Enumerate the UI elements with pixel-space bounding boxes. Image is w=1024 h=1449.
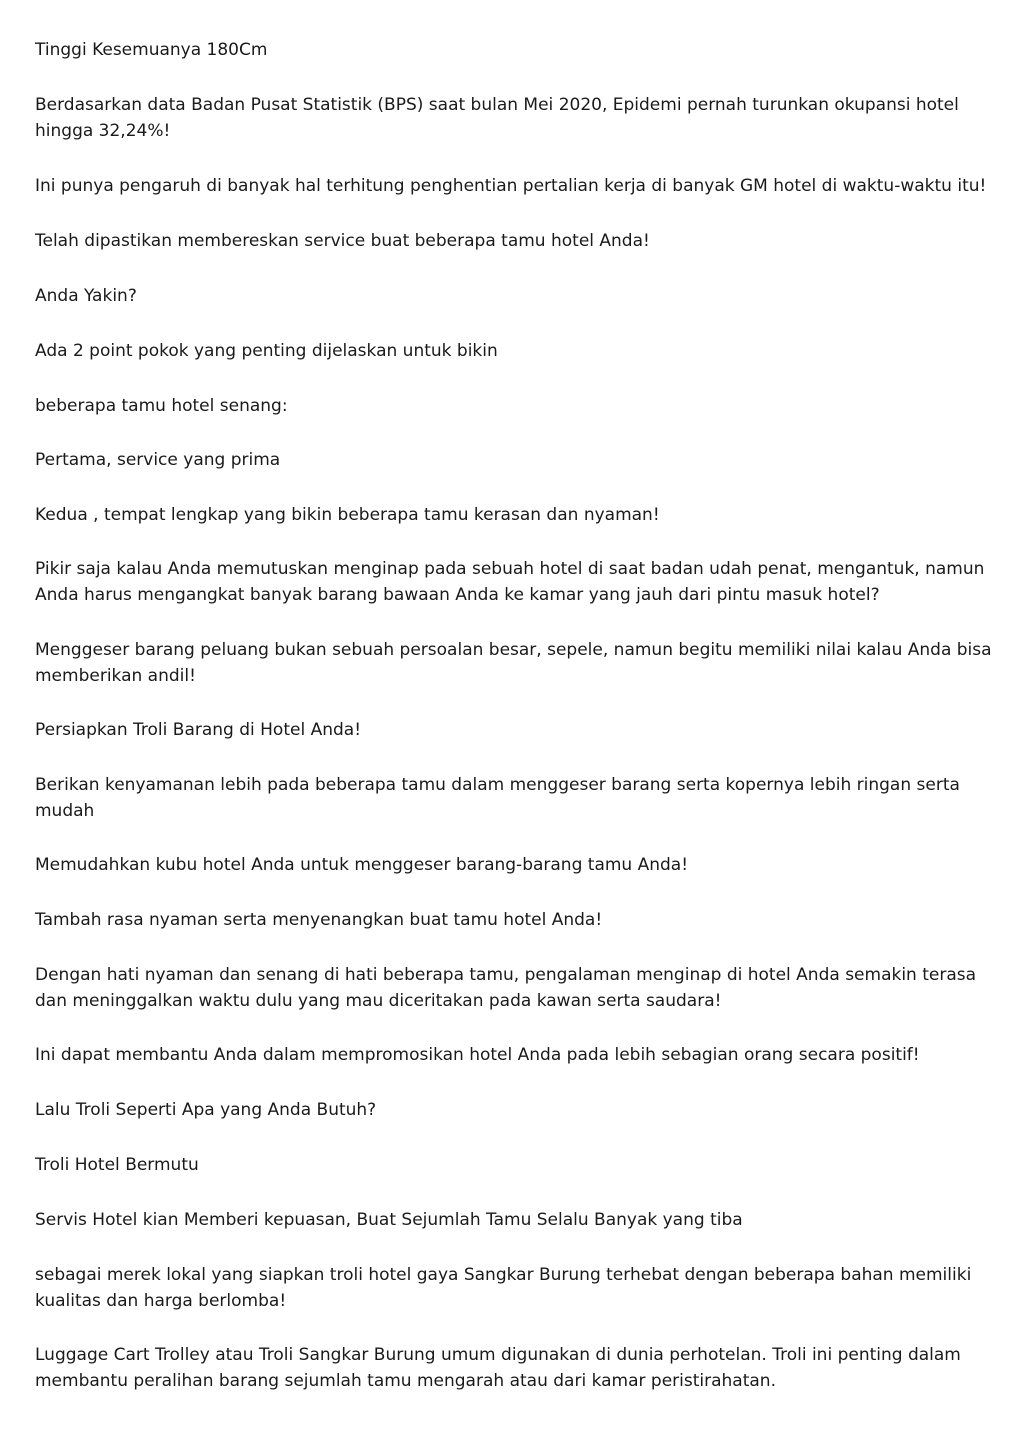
- paragraph-which-trolley: Lalu Troli Seperti Apa yang Anda Butuh?: [35, 1100, 377, 1120]
- paragraph-two-points: Ada 2 point pokok yang penting dijelaskan untuk bikin: [35, 341, 498, 361]
- paragraph-height-note: Tinggi Kesemuanya 180Cm: [35, 40, 268, 60]
- paragraph-question: Anda Yakin?: [35, 286, 137, 306]
- paragraph-guests-happy: beberapa tamu hotel senang:: [35, 396, 288, 416]
- paragraph-second-point: Kedua , tempat lengkap yang bikin beberapa tamu kerasan dan nyaman!: [35, 505, 660, 525]
- paragraph-add-comfort: Tambah rasa nyaman serta menyenangkan buat tamu hotel Anda!: [35, 910, 603, 930]
- paragraph-hotel-service: Servis Hotel kian Memberi kepuasan, Buat Sejumlah Tamu Selalu Banyak yang tiba: [35, 1210, 743, 1230]
- paragraph-ease-staff: Memudahkan kubu hotel Anda untuk menggeser barang-barang tamu Anda!: [35, 855, 689, 875]
- paragraph-local-brand: sebagai merek lokal yang siapkan troli hotel gaya Sangkar Burung terhebat dengan beberapa bahan memiliki kualitas dan harga berlomba!: [35, 1265, 972, 1311]
- paragraph-quality-trolley: Troli Hotel Bermutu: [35, 1155, 199, 1175]
- paragraph-moving-goods: Menggeser barang peluang bukan sebuah persoalan besar, sepele, namun begitu memiliki nilai kalau Anda bisa memberikan andil!: [35, 640, 992, 686]
- paragraph-service-claim: Telah dipastikan membereskan service buat beberapa tamu hotel Anda!: [35, 231, 650, 251]
- paragraph-promotion: Ini dapat membantu Anda dalam mempromosikan hotel Anda pada lebih sebagian orang secara positif!: [35, 1045, 920, 1065]
- paragraph-luggage-cart: Luggage Cart Trolley atau Troli Sangkar Burung umum digunakan di dunia perhotelan. Troli ini penting dalam membantu peralihan barang sejumlah tamu mengarah atau dari kamar peristirahatan.: [35, 1345, 961, 1391]
- paragraph-imagine: Pikir saja kalau Anda memutuskan menginap pada sebuah hotel di saat badan udah penat, mengantuk, namun Anda harus mengangkat banyak barang bawaan Anda ke kamar yang jauh dari pintu masuk hotel?: [35, 559, 985, 605]
- paragraph-comfort: Berikan kenyamanan lebih pada beberapa tamu dalam menggeser barang serta kopernya lebih ringan serta mudah: [35, 775, 960, 821]
- paragraph-bps-statistic: Berdasarkan data Badan Pusat Statistik (BPS) saat bulan Mei 2020, Epidemi pernah turunkan okupansi hotel hingga 32,24%!: [35, 95, 959, 141]
- paragraph-first-point: Pertama, service yang prima: [35, 450, 281, 470]
- paragraph-impact: Ini punya pengaruh di banyak hal terhitung penghentian pertalian kerja di banyak GM hotel di waktu-waktu itu!: [35, 176, 987, 196]
- paragraph-experience: Dengan hati nyaman dan senang di hati beberapa tamu, pengalaman menginap di hotel Anda semakin terasa dan meninggalkan waktu dulu yang mau diceritakan pada kawan serta saudara!: [35, 965, 977, 1011]
- paragraph-prepare-trolley: Persiapkan Troli Barang di Hotel Anda!: [35, 720, 362, 740]
